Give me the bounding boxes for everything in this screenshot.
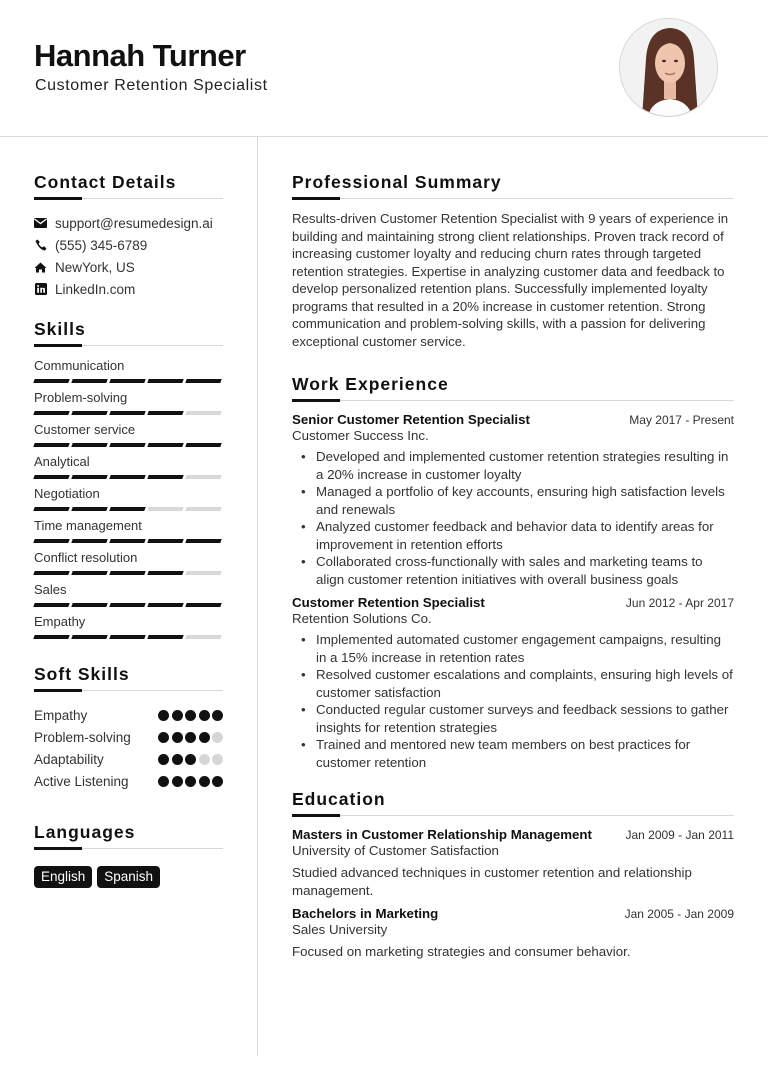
experience-section	[292, 374, 734, 771]
skill-item	[34, 549, 223, 581]
job-company: Retention Solutions Co.	[292, 611, 432, 626]
job-dates: May 2017 - Present	[629, 413, 734, 427]
rating-segment-filled	[33, 475, 69, 479]
contact-email-text: support@resumedesign.ai	[55, 215, 213, 231]
language-chip: English	[34, 866, 92, 888]
section-rule	[34, 345, 223, 347]
education-header	[292, 827, 734, 842]
rating-dot-filled	[158, 710, 169, 721]
main-content	[292, 137, 734, 961]
rating-segment-filled	[109, 635, 145, 639]
rating-segment-filled	[71, 379, 107, 383]
skill-rating-bar	[34, 411, 223, 415]
rating-segment-filled	[71, 635, 107, 639]
soft-skills-list	[34, 704, 223, 792]
rating-segment-empty	[185, 411, 221, 415]
rating-segment-filled	[33, 539, 69, 543]
rating-segment-filled	[33, 411, 69, 415]
skill-rating-bar	[34, 571, 223, 575]
rating-segment-filled	[71, 475, 107, 479]
summary-section	[292, 172, 734, 350]
job-title: Customer Retention Specialist	[292, 595, 485, 610]
rating-dot-filled	[199, 710, 210, 721]
rating-segment-filled	[33, 379, 69, 383]
contact-linkedin[interactable]	[34, 278, 223, 300]
rating-segment-filled	[147, 539, 183, 543]
rating-segment-filled	[109, 507, 145, 511]
rating-dot-filled	[185, 710, 196, 721]
rating-segment-filled	[33, 603, 69, 607]
job-bullet: • Analyzed customer feedback and behavior data to identify areas for improvement in retention efforts	[292, 518, 734, 553]
language-chips	[34, 866, 223, 888]
skills-list	[34, 357, 223, 645]
section-heading-education: Education	[292, 789, 386, 809]
rating-segment-filled	[147, 603, 183, 607]
rating-dot-empty	[199, 754, 210, 765]
rating-segment-empty	[185, 571, 221, 575]
rating-dot-empty	[212, 732, 223, 743]
rating-segment-filled	[33, 571, 69, 575]
job-bullet: • Trained and mentored new team members on best practices for customer retention	[292, 736, 734, 771]
soft-skill-rating	[158, 754, 223, 765]
skill-label: Communication	[34, 358, 125, 373]
rating-segment-filled	[147, 443, 183, 447]
rating-segment-filled	[147, 411, 183, 415]
skill-rating-bar	[34, 443, 223, 447]
section-heading-soft-skills: Soft Skills	[34, 664, 130, 684]
skill-label: Empathy	[34, 614, 86, 629]
job-entry	[292, 595, 734, 771]
rating-segment-empty	[185, 475, 221, 479]
linkedin-icon	[34, 283, 47, 296]
soft-skill-label: Empathy	[34, 707, 88, 723]
rating-segment-filled	[109, 379, 145, 383]
skill-label: Time management	[34, 518, 142, 533]
job-bullets	[292, 631, 734, 771]
skill-item	[34, 357, 223, 389]
skill-item	[34, 485, 223, 517]
soft-skill-item	[34, 726, 223, 748]
rating-dot-filled	[172, 776, 183, 787]
job-company: Customer Success Inc.	[292, 428, 429, 443]
contact-section	[34, 172, 223, 300]
jobs-list	[292, 412, 734, 771]
contact-location	[34, 256, 223, 278]
rating-segment-filled	[147, 379, 183, 383]
education-dates: Jan 2005 - Jan 2009	[624, 907, 734, 921]
rating-segment-filled	[109, 539, 145, 543]
skill-rating-bar	[34, 475, 223, 479]
candidate-title: Customer Retention Specialist	[35, 77, 268, 94]
job-bullets	[292, 448, 734, 588]
skill-item	[34, 421, 223, 453]
profile-photo	[619, 18, 718, 117]
rating-segment-filled	[71, 411, 107, 415]
job-title: Senior Customer Retention Specialist	[292, 412, 530, 427]
rating-segment-filled	[33, 635, 69, 639]
summary-text: Results-driven Customer Retention Specialist with 9 years of experience in building and maintaining strong client relationships. Proven track record of increasing customer loyalty and reducing churn rates through targeted retention strategies. Expertise in analyzing customer data and feedback to develop personalized retention plans. Successfully implemented loyalty programs that resulted in a 20% increase in customer retention. Strong communication and problem-solving skills, with a passion for delivering exceptional customer service.	[292, 211, 729, 349]
section-rule	[292, 815, 734, 817]
education-dates: Jan 2009 - Jan 2011	[625, 828, 734, 842]
skill-item	[34, 581, 223, 613]
skill-label: Analytical	[34, 454, 90, 469]
soft-skill-label: Problem-solving	[34, 729, 131, 745]
rating-segment-filled	[147, 475, 183, 479]
skill-label: Conflict resolution	[34, 550, 138, 565]
rating-segment-filled	[109, 603, 145, 607]
section-heading-languages: Languages	[34, 822, 136, 842]
soft-skill-item	[34, 770, 223, 792]
resume-header	[0, 0, 768, 137]
rating-segment-filled	[71, 571, 107, 575]
rating-segment-filled	[71, 507, 107, 511]
skill-item	[34, 517, 223, 549]
soft-skill-rating	[158, 710, 223, 721]
skill-item	[34, 389, 223, 421]
skill-rating-bar	[34, 379, 223, 383]
rating-dot-filled	[158, 776, 169, 787]
languages-section	[34, 822, 223, 888]
rating-dot-filled	[185, 732, 196, 743]
education-degree: Masters in Customer Relationship Management	[292, 827, 592, 842]
education-section	[292, 789, 734, 961]
rating-segment-filled	[147, 571, 183, 575]
rating-segment-filled	[185, 539, 221, 543]
skills-section	[34, 319, 223, 645]
job-header	[292, 412, 734, 427]
soft-skill-item	[34, 748, 223, 770]
skill-label: Sales	[34, 582, 67, 597]
contact-phone-text: (555) 345-6789	[55, 237, 148, 253]
rating-segment-filled	[71, 443, 107, 447]
rating-dot-filled	[199, 732, 210, 743]
rating-dot-filled	[158, 732, 169, 743]
rating-segment-filled	[109, 475, 145, 479]
section-rule	[34, 848, 223, 850]
soft-skills-section	[34, 664, 223, 792]
home-icon	[34, 261, 47, 274]
section-rule	[34, 198, 223, 200]
section-heading-experience: Work Experience	[292, 374, 449, 394]
rating-segment-filled	[185, 443, 221, 447]
contact-linkedin-text: LinkedIn.com	[55, 281, 136, 297]
rating-dot-filled	[172, 710, 183, 721]
section-heading-summary: Professional Summary	[292, 172, 502, 192]
rating-dot-filled	[172, 732, 183, 743]
skill-label: Negotiation	[34, 486, 100, 501]
job-header	[292, 595, 734, 610]
column-divider	[257, 137, 258, 1056]
section-rule	[34, 690, 223, 692]
education-degree: Bachelors in Marketing	[292, 906, 439, 921]
section-heading-contact: Contact Details	[34, 172, 177, 192]
rating-segment-filled	[33, 507, 69, 511]
rating-dot-filled	[212, 776, 223, 787]
rating-dot-filled	[199, 776, 210, 787]
education-description: Focused on marketing strategies and consumer behavior.	[292, 944, 631, 959]
rating-segment-filled	[109, 571, 145, 575]
skill-rating-bar	[34, 507, 223, 511]
soft-skill-item	[34, 704, 223, 726]
rating-segment-empty	[185, 507, 221, 511]
education-entry	[292, 906, 734, 961]
rating-dot-empty	[212, 754, 223, 765]
education-list	[292, 827, 734, 961]
job-bullet: • Implemented automated customer engagement campaigns, resulting in a 15% increase in retention rates	[292, 631, 734, 666]
job-bullet: • Collaborated cross-functionally with sales and marketing teams to align customer retention initiatives with overall business goals	[292, 553, 734, 588]
soft-skill-label: Adaptability	[34, 751, 104, 767]
section-heading-skills: Skills	[34, 319, 86, 339]
contact-phone[interactable]	[34, 234, 223, 256]
education-school: Sales University	[292, 922, 388, 937]
candidate-name: Hannah Turner	[34, 38, 246, 73]
skill-item	[34, 453, 223, 485]
skill-label: Customer service	[34, 422, 136, 437]
job-dates: Jun 2012 - Apr 2017	[625, 596, 734, 610]
skill-rating-bar	[34, 603, 223, 607]
rating-segment-filled	[33, 443, 69, 447]
phone-icon	[34, 239, 47, 252]
portrait-image	[620, 19, 718, 117]
job-bullet: • Resolved customer escalations and complaints, ensuring high levels of customer satisfaction	[292, 666, 734, 701]
rating-segment-filled	[147, 635, 183, 639]
rating-segment-filled	[71, 539, 107, 543]
rating-segment-empty	[185, 635, 221, 639]
rating-dot-filled	[172, 754, 183, 765]
rating-dot-filled	[212, 710, 223, 721]
rating-dot-filled	[158, 754, 169, 765]
rating-segment-filled	[109, 411, 145, 415]
rating-segment-filled	[71, 603, 107, 607]
skill-item	[34, 613, 223, 645]
soft-skill-label: Active Listening	[34, 773, 129, 789]
education-entry	[292, 827, 734, 899]
rating-segment-filled	[185, 379, 221, 383]
skill-label: Problem-solving	[34, 390, 128, 405]
job-bullet: • Managed a portfolio of key accounts, ensuring high satisfaction levels and renewals	[292, 483, 734, 518]
rating-dot-filled	[185, 754, 196, 765]
skill-rating-bar	[34, 635, 223, 639]
section-rule	[292, 198, 734, 200]
rating-segment-filled	[109, 443, 145, 447]
skill-rating-bar	[34, 539, 223, 543]
education-school: University of Customer Satisfaction	[292, 843, 499, 858]
rating-dot-filled	[185, 776, 196, 787]
soft-skill-rating	[158, 732, 223, 743]
job-bullet: • Conducted regular customer surveys and feedback sessions to gather insights for retention strategies	[292, 701, 734, 736]
job-entry	[292, 412, 734, 588]
contact-email[interactable]	[34, 212, 223, 234]
rating-segment-filled	[185, 603, 221, 607]
rating-segment-empty	[147, 507, 183, 511]
section-rule	[292, 400, 734, 402]
contact-location-text: NewYork, US	[55, 259, 135, 275]
language-chip: Spanish	[97, 866, 160, 888]
job-bullet: • Developed and implemented customer retention strategies resulting in a 20% increase in customer loyalty	[292, 448, 734, 483]
envelope-icon	[34, 217, 47, 230]
education-description: Studied advanced techniques in customer retention and relationship management.	[292, 865, 692, 898]
education-header	[292, 906, 734, 921]
soft-skill-rating	[158, 776, 223, 787]
sidebar	[34, 137, 223, 888]
